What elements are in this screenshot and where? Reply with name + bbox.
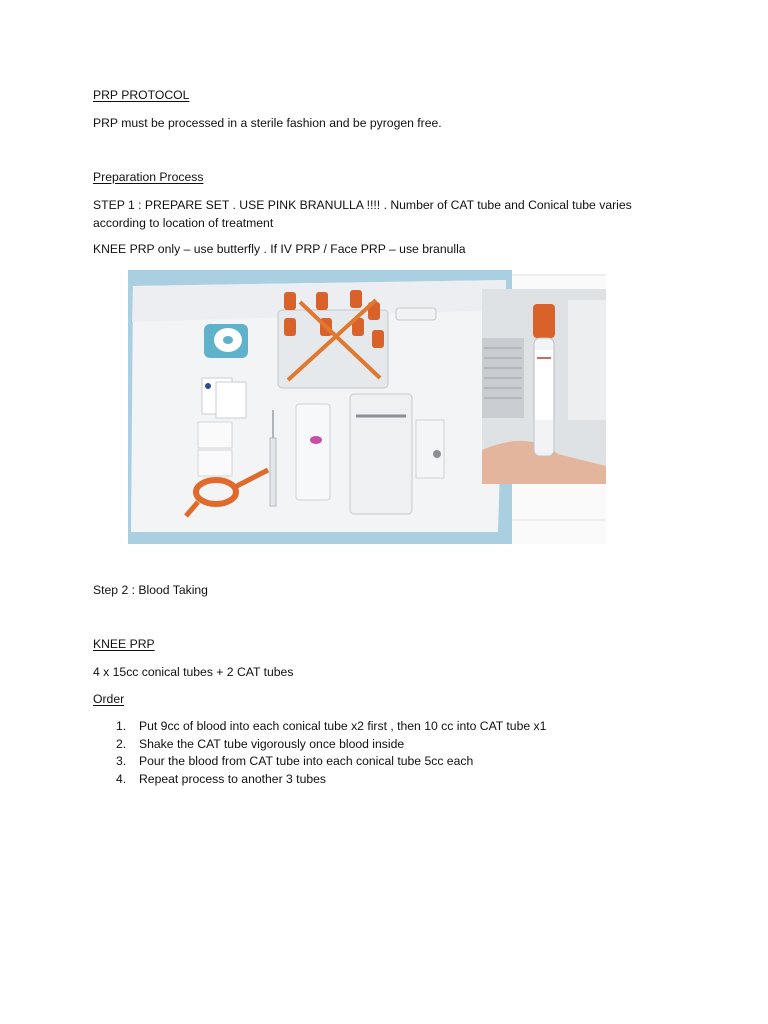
cat-tube bbox=[533, 304, 555, 456]
needle-pack bbox=[416, 420, 444, 478]
sterile-pouch bbox=[350, 394, 412, 514]
document-title: PRP PROTOCOL bbox=[93, 88, 190, 102]
step2-label: Step 2 : Blood Taking bbox=[93, 583, 208, 597]
butterfly-needle-pack bbox=[296, 404, 330, 500]
list-item: 2. Shake the CAT tube vigorously once blood inside bbox=[116, 736, 405, 751]
tube-photo bbox=[482, 289, 606, 484]
tube-count: 4 x 15cc conical tubes + 2 CAT tubes bbox=[93, 665, 294, 679]
list-item: 1. Put 9cc of blood into each conical tube x2 first , then 10 cc into CAT tube x1 bbox=[116, 719, 547, 733]
step1-paragraph: STEP 1 : PREPARE SET . USE PINK BRANULLA !!!! . Number of CAT tube and Conical tube varies according to location of treatment bbox=[93, 198, 632, 230]
knee-note: KNEE PRP only – use butterfly . If IV PRP / Face PRP – use branulla bbox=[93, 242, 466, 256]
knee-prp-heading: KNEE PRP bbox=[93, 637, 155, 651]
order-label: Order bbox=[93, 692, 125, 706]
tray-photo bbox=[128, 270, 512, 544]
preparation-figure bbox=[128, 270, 606, 544]
preparation-heading: Preparation Process bbox=[93, 170, 204, 184]
order-steps-list bbox=[93, 718, 546, 789]
alcohol-swabs bbox=[202, 378, 246, 418]
tape-dispenser bbox=[204, 324, 248, 358]
list-item: 4. Repeat process to another 3 tubes bbox=[116, 772, 326, 787]
list-item: 3. Pour the blood from CAT tube into each conical tube 5cc each bbox=[116, 754, 474, 769]
intro-paragraph: PRP must be processed in a sterile fashion and be pyrogen free. bbox=[93, 116, 442, 130]
